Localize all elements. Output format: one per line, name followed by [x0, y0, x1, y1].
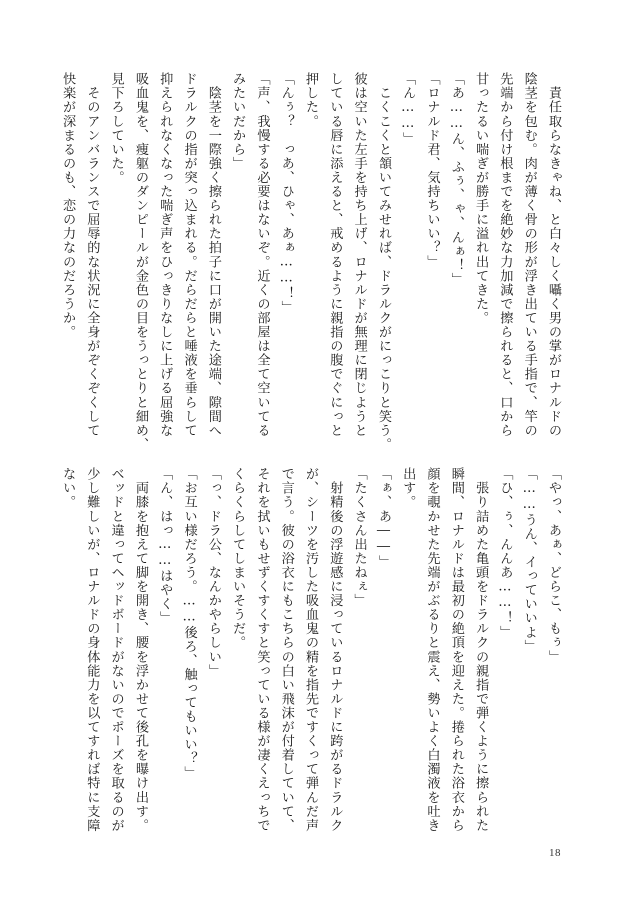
text-line: が、シーツを汚した吸血鬼の精を指先ですくって弾んだ声 — [303, 467, 319, 833]
text-line: ない。 — [60, 467, 76, 510]
text-line: 「たくさん出たねぇ」 — [351, 467, 367, 608]
text-line: それを拭いもせずくすくすと笑っている様が凄くえっちで — [254, 467, 270, 833]
text-line: 「……うん、イっていいよ」 — [521, 467, 537, 654]
text-line: 出す。 — [400, 467, 416, 510]
text-line: ドラルクの指が突っ込まれる。だらだらと唾液を垂らして — [181, 72, 197, 438]
page-number: 18 — [549, 847, 561, 859]
text-line: 責任取らなきゃね、と白々しく囁く男の掌がロナルドの — [546, 72, 561, 438]
text-line: 顔を覗かせた先端がぶるりと震え、勢いよく白濁液を吐き — [424, 467, 440, 833]
text-line: 「ひ、ぅ、んんあ……！」 — [497, 467, 513, 640]
text-line: 「ん、はっ……はやく」 — [157, 467, 173, 626]
text-line: くらくらしてしまいそうだ。 — [230, 467, 246, 650]
text-line: 瞬間、ロナルドは最初の絶頂を迎えた。捲られた浴衣から — [448, 467, 464, 833]
text-line: そのアンバランスで屈辱的な状況に全身がぞくぞくして — [84, 72, 100, 438]
text-line: 彼は空いた左手を持ち上げ、ロナルドが無理に閉じようと — [351, 72, 367, 438]
text-line: で言う。彼の浴衣にもこちらの白い飛沫が付着していて、 — [278, 467, 294, 833]
text-line: ベッドと違ってヘッドボードがないのでポーズを取るのが — [108, 467, 124, 833]
text-line: 先端から付け根までを絶妙な力加減で擦られると、口から — [497, 72, 513, 438]
text-line: 「っ、ドラ公、なんかやらしい」 — [205, 467, 221, 678]
text-line: 陰茎を一際強く擦られた拍子に口が開いた途端、隙間へ — [205, 72, 221, 438]
text-line: みたいだから」 — [230, 72, 246, 171]
text-line: 「ん……」 — [400, 72, 416, 146]
text-line: 「ロナルド君、気持ちいい？」 — [424, 72, 440, 269]
text-line: 射精後の浮遊感に浸っているロナルドに跨がるドラルク — [327, 467, 343, 833]
text-line: 陰茎を包む。肉が薄く骨の形が浮き出ている手指で、竿の — [521, 72, 537, 438]
text-line: 両膝を抱えて脚を開き、腰を浮かせて後孔を曝け出す。 — [132, 467, 148, 833]
text-line: 「声、我慢する必要はないぞ。近くの部屋は全て空いてる — [254, 72, 270, 438]
text-line: 「やっ、あぁ、どらこ、もぅ」 — [546, 467, 561, 664]
text-line: こくこくと頷いてみせれば、ドラルクがにっこりと笑う。 — [375, 72, 391, 452]
text-line: 快楽が深まるのも、恋の力なのだろうか。 — [60, 72, 76, 339]
text-line: 少し難しいが、ロナルドの身体能力を以てすれば特に支障 — [84, 467, 100, 833]
text-line: 押した。 — [303, 72, 319, 129]
text-line: 「ぁ、あ――」 — [375, 467, 391, 569]
text-line: 張り詰めた亀頭をドラルクの親指で弾くように擦られた — [473, 467, 489, 833]
lower-text-tier — [60, 467, 565, 833]
text-line: 「んぅ？ っあ、ひゃ、あぁ……！」 — [278, 72, 294, 315]
upper-text-tier — [60, 72, 565, 452]
text-line: 「お互い様だろう。……後ろ、触ってもいい？」 — [181, 467, 197, 780]
text-line: 甘ったるい喘ぎが勝手に溢れ出てきた。 — [473, 72, 489, 325]
text-line: 吸血鬼を、痩躯のダンピールが金色の目をうっとりと細め、 — [132, 72, 148, 452]
text-line: している唇に添えると、戒めるように親指の腹でぐにっと — [327, 72, 343, 438]
text-line: 見下ろしていた。 — [108, 72, 124, 185]
text-line: 「あ……ん、ふぅ、ゃ、んぁ！」 — [448, 72, 464, 287]
text-line: 抑えられなくなった喘ぎ声をひっきりなしに上げる屈強な — [157, 72, 173, 438]
